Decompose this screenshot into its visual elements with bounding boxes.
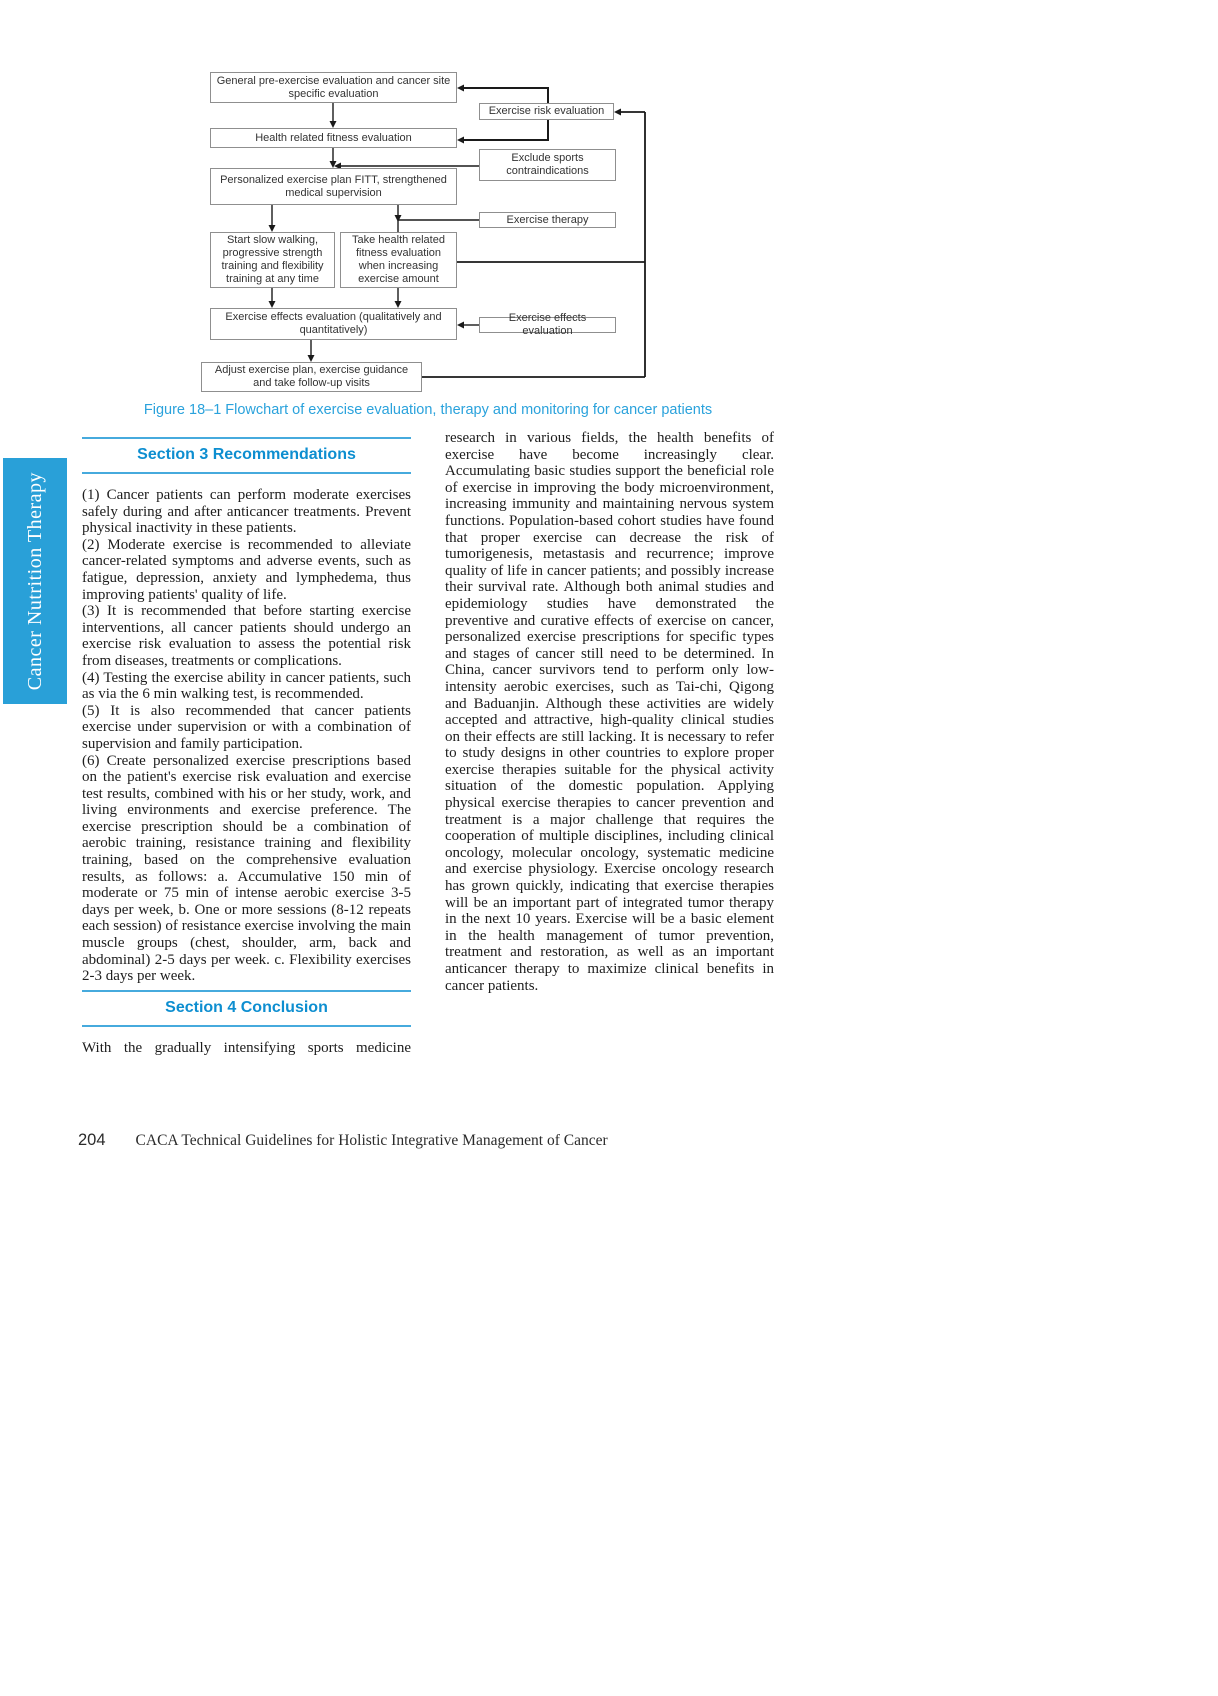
- footer-title: CACA Technical Guidelines for Holistic Integrative Management of Cancer: [135, 1132, 608, 1149]
- page-footer: [78, 1131, 798, 1150]
- flowchart-box-general-evaluation: [210, 72, 457, 103]
- flowchart-box-label: Exclude sports contraindications: [506, 152, 589, 177]
- flowchart-box-start-training: [210, 232, 335, 288]
- flowchart-box-label: Exercise effects evaluation (qualitatively and quantitatively): [225, 311, 442, 336]
- flowchart-box-label: Personalized exercise plan FITT, strengthened medical supervision: [220, 173, 447, 199]
- recommendation-item-1: (1) Cancer patients can perform moderate exercises safely during and after anticancer treatments. Prevent physical inactivity in these patients.: [82, 487, 411, 537]
- section4-heading: Section 4 Conclusion: [82, 990, 411, 1027]
- right-column: [445, 430, 774, 994]
- flowchart-box-label: Health related fitness evaluation: [255, 131, 412, 144]
- flowchart-box-label: Adjust exercise plan, exercise guidance and take follow-up visits: [214, 364, 409, 389]
- flowchart-box-take-evaluation: [340, 232, 457, 288]
- figure-caption: Figure 18–1 Flowchart of exercise evaluation, therapy and monitoring for cancer patients: [143, 402, 713, 418]
- flowchart-box-label: Start slow walking, progressive strength training and flexibility training at any time: [221, 234, 324, 285]
- chapter-sidebar-tab: [3, 458, 67, 704]
- flowchart-box-label: Exercise therapy: [506, 213, 589, 226]
- conclusion-continued-text: research in various fields, the health benefits of exercise have become increasingly clear. Accumulating basic studies support the beneficial role of exercise in improving the body microenvironment, increasing immunity and maintaining nervous system functions. Population-based cohort studies have found that proper exercise can decrease the risk of tumorigenesis, metastasis and recurrence; improve quality of life in cancer patients; and possibly increase their survival rate. Although both animal studies and epidemiology studies have demonstrated the preventive and curative effects of exercise on cancer, personalized exercise prescriptions for specific types and stages of cancer still need to be determined. In China, cancer survivors tend to perform only low-intensity aerobic exercises, such as Tai-chi, Qigong and Baduanjin. Although these activities are widely accepted and attractive, high-quality clinical studies on their effects are still lacking. It is necessary to refer to study designs in other countries to explore proper exercise therapies suitable for the physical activity situation of the domestic population. Applying physical exercise therapies to cancer prevention and treatment is a major challenge that requires the cooperation of multiple disciplines, including clinical oncology, molecular oncology, systematic medicine and exercise physiology. Exercise oncology research has grown quickly, indicating that exercise therapies will be an important part of integrated tumor therapy in the next 10 years. Exercise will be a basic element in the health management of tumor prevention, treatment and restoration, as well as an important anticancer therapy to maximize clinical benefits in cancer patients.: [445, 430, 774, 994]
- flowchart-box-label: General pre-exercise evaluation and cancer site specific evaluation: [216, 74, 451, 100]
- recommendation-item-6: (6) Create personalized exercise prescriptions based on the patient's exercise risk evaluation and exercise test results, combined with his or her study, work, and living environments and exercise preference. The exercise prescription should be a combination of aerobic training, resistance training and flexibility training, based on the comprehensive evaluation results, as follows: a. Accumulative 150 min of moderate or 75 min of intense aerobic exercise 3-5 days per week, b. One or more sessions (8-12 repeats each session) of resistance exercise involving the main muscle groups (chest, shoulder, arm, back and abdominal) 2-5 days per week. c. Flexibility exercises 2-3 days per week.: [82, 752, 411, 985]
- flowchart-box-personalized-plan: [210, 168, 457, 205]
- recommendation-item-2: (2) Moderate exercise is recommended to alleviate cancer-related symptoms and adverse events, such as fatigue, depression, anxiety and lymphedema, thus improving patients' quality of life.: [82, 536, 411, 603]
- flowchart-box-risk-evaluation: [479, 103, 614, 120]
- left-column: [82, 437, 411, 1056]
- flowchart-box-label: Take health related fitness evaluation when increasing exercise amount: [352, 234, 445, 285]
- flowchart-box-adjust-plan: [201, 362, 422, 392]
- flowchart-box-label: Exercise risk evaluation: [488, 105, 605, 117]
- flowchart-box-exclude-contraindications: [479, 149, 616, 181]
- flowchart-box-exercise-therapy: [479, 212, 616, 228]
- recommendation-item-5: (5) It is also recommended that cancer patients exercise under supervision or with a combination of supervision and family participation.: [82, 702, 411, 752]
- flowchart-box-effects-evaluation-side: [479, 312, 616, 337]
- flowchart-box-fitness-evaluation: [210, 128, 457, 148]
- flowchart-figure: [195, 60, 665, 400]
- page-number: 204: [78, 1131, 106, 1149]
- section3-heading: Section 3 Recommendations: [82, 437, 411, 474]
- chapter-title: Cancer Nutrition Therapy: [23, 471, 46, 691]
- conclusion-lead-line: With the gradually intensifying sports medicine: [82, 1039, 411, 1056]
- recommendation-item-3: (3) It is recommended that before starting exercise interventions, all cancer patients should undergo an exercise risk evaluation to assess the potential risk from diseases, treatments or complications.: [82, 603, 411, 669]
- flowchart-box-effects-evaluation: [210, 308, 457, 340]
- flowchart-box-label: Exercise effects evaluation: [508, 312, 587, 337]
- recommendation-item-4: (4) Testing the exercise ability in cancer patients, such as via the 6 min walking test, is recommended.: [82, 669, 411, 703]
